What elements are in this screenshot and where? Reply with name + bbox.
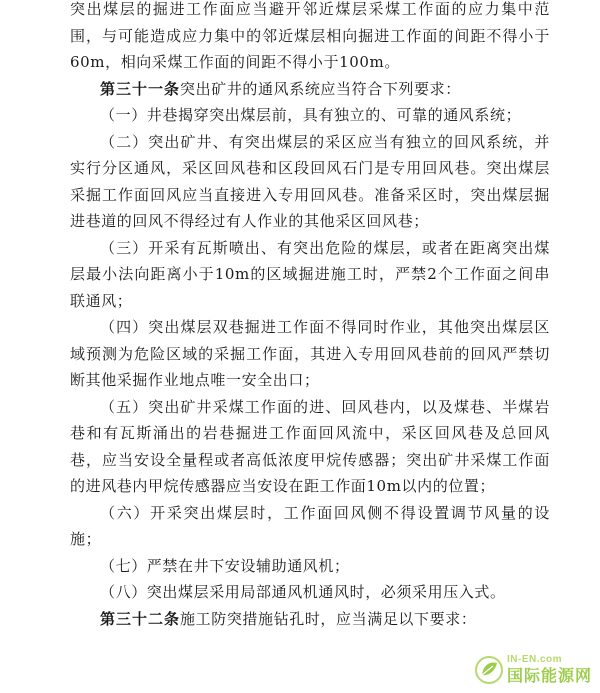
leaf-globe-icon bbox=[474, 655, 504, 685]
article-31-item-7: （七）严禁在井下安设辅助通风机； bbox=[100, 556, 350, 575]
watermark-domain: IN-EN.com bbox=[506, 654, 563, 665]
article-31-item-6: （六）开采突出煤层时，工作面回风侧不得设置调节风量的设施； bbox=[70, 503, 550, 548]
article-31-heading bbox=[70, 76, 550, 103]
article-31-item-2: （二）突出矿井、有突出煤层的采区应当有独立的回风系统，并实行分区通风，采区回风巷和区段回风石门是专用回风巷。突出煤层采掘工作面回风应当直接进入专用回风巷。准备采区时，突出煤层掘进巷道的回风不得经过有人作业的其他采区回风巷； bbox=[70, 132, 550, 230]
article-32-lead: 施工防突措施钻孔时，应当满足以下要求： bbox=[180, 609, 477, 628]
article-31-item-1: （一）井巷揭穿突出煤层前，具有独立的、可靠的通风系统； bbox=[100, 106, 522, 124]
article-31-item-8: （八）突出煤层采用局部通风机通风时，必须采用压入式。 bbox=[100, 583, 506, 601]
article-32-number: 第三十二条 bbox=[100, 609, 181, 628]
article-32-heading bbox=[70, 606, 550, 633]
article-31-lead: 突出矿井的通风系统应当符合下列要求： bbox=[180, 79, 461, 98]
document-page bbox=[70, 0, 550, 632]
watermark-name: 国际能源网 bbox=[506, 666, 592, 685]
article-31-item-5: （五）突出矿井采煤工作面的进、回风巷内，以及煤巷、半煤岩巷和有瓦斯涌出的岩巷掘进工作面回风流中，采区回风巷及总回风巷，应当安设全量程或者高低浓度甲烷传感器；突出矿井采煤工作面的进风巷内甲烷传感器应当安设在距工作面10m以内的位置； bbox=[70, 397, 550, 495]
site-watermark bbox=[474, 654, 592, 685]
article-31-item-4: （四）突出煤层双巷掘进工作面不得同时作业，其他突出煤层区域预测为危险区域的采掘工作面，其进入专用回风巷前的回风严禁切断其他采掘作业地点唯一安全出口； bbox=[70, 318, 550, 389]
article-31-number: 第三十一条 bbox=[100, 79, 181, 98]
paragraph-mining-spacing: 突出煤层的掘进工作面应当避开邻近煤层采煤工作面的应力集中范围，与可能造成应力集中的邻近煤层相向掘进工作面的间距不得小于60m，相向采煤工作面的间距不得小于100m。 bbox=[70, 0, 550, 71]
article-31-item-3: （三）开采有瓦斯喷出、有突出危险的煤层，或者在距离突出煤层最小法向距离小于10m的区域掘进施工时，严禁2个工作面之间串联通风； bbox=[70, 238, 550, 310]
